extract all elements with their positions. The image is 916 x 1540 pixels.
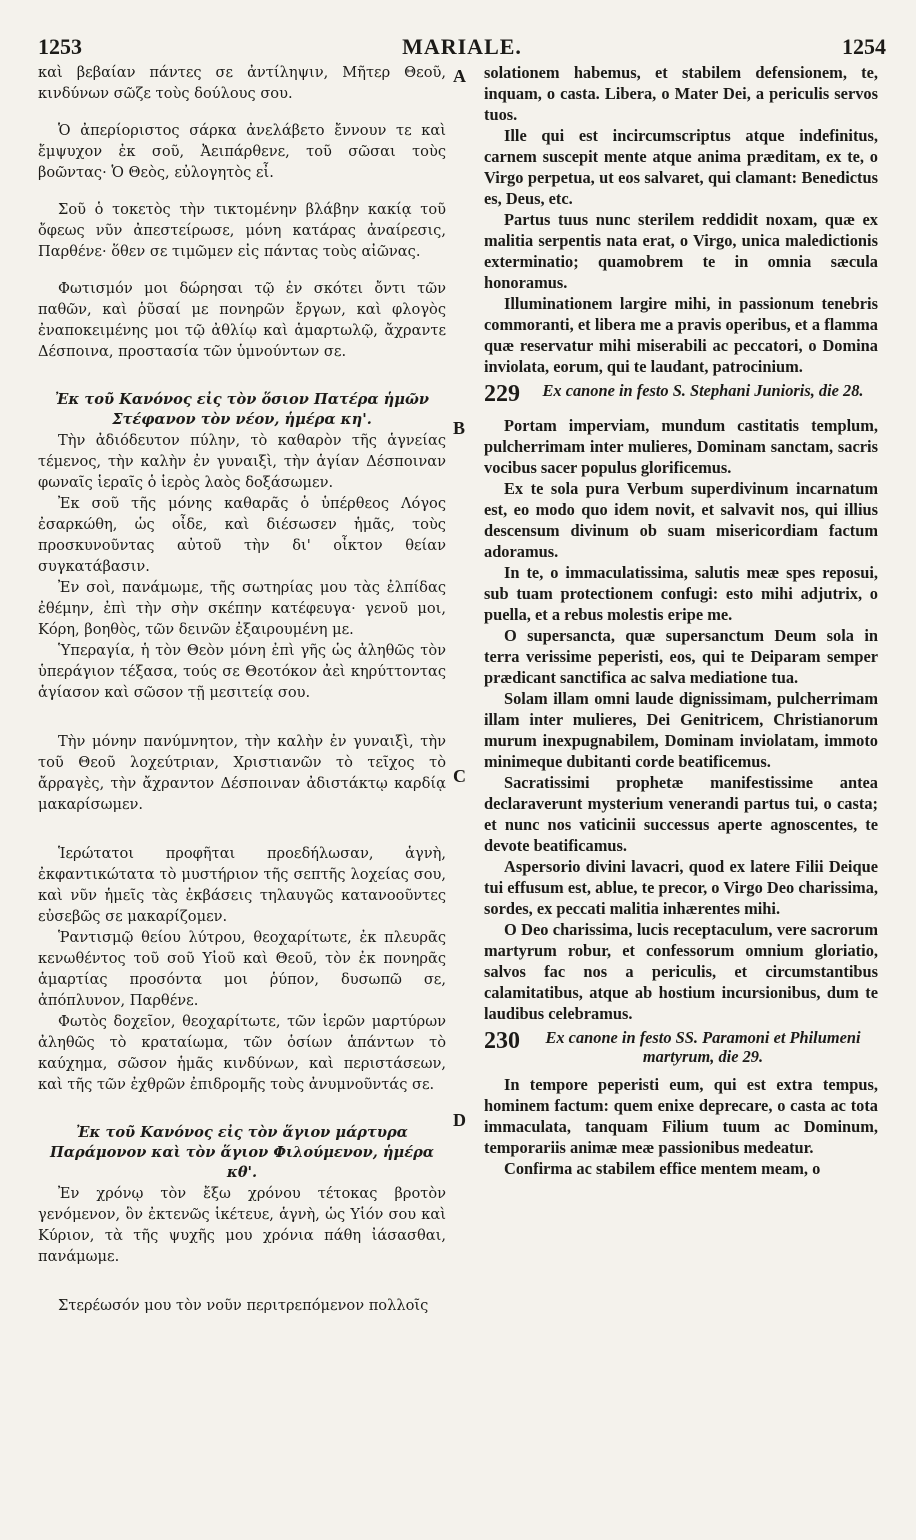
section-title: Ex canone in festo S. Stephani Junioris, die 28. — [542, 381, 864, 400]
latin-paragraph: Aspersorio divini lavacri, quod ex latere Filii Deique tui effusum est, ablue, te precor, o Virgo Deo charissima, sordes, ex peccati malitia inhærentes mihi. — [484, 857, 878, 918]
latin-paragraph: Solam illam omni laude dignissimam, pulcherrimam illam inter mulieres, Dei Genitricem, Christianorum murum inexpugnabilem, Dominam inviolatam, immoto minimeque dubitanti corde beatificemus. — [484, 689, 878, 771]
section-number: 229 — [484, 381, 520, 407]
section-title: Ex canone in festo SS. Paramoni et Philumeni martyrum, die 29. — [545, 1028, 861, 1066]
greek-paragraph: Φωτὸς δοχεῖον, θεοχαρίτωτε, τῶν ἱερῶν μαρτύρων ἀληθῶς τὸ κραταίωμα, τῶν ὁσίων ἁπάντων τὸ καύχημα, σῶσον ἡμᾶς κινδύνων, καὶ περιστάσεων, καὶ τῆς τῶν ἐχθρῶν ἐπιδρομῆς τοὺς ἀνυμνοῦντάς σε. — [38, 1013, 446, 1093]
latin-paragraph: Ille qui est incircumscriptus atque indefinitus, carnem suscepit mente atque anima præditam, ex te, o Virgo perpetua, ut eos salvaret, qui clamant: Benedictus es, Deus, etc. — [484, 126, 878, 208]
latin-paragraph: Ex te sola pura Verbum superdivinum incarnatum est, eo modo quo idem novit, et salvavit nos, qui illius descensum divinum ob suam misericordiam factum adoramus. — [484, 479, 878, 561]
margin-marker-d: D — [453, 1110, 466, 1130]
greek-paragraph: Ἐν σοὶ, πανάμωμε, τῆς σωτηρίας μου τὰς ἐλπίδας ἐθέμην, ἐπὶ τὴν σὴν σκέπην κατέφευγα· γενοῦ μοι, Κόρη, βοηθὸς, τῶν δεινῶν ἐξαιρουμένη με. — [38, 579, 446, 638]
margin-marker-a: A — [453, 66, 466, 86]
greek-paragraph: Ὑπεραγία, ἡ τὸν Θεὸν μόνη ἐπὶ γῆς ὡς ἀληθῶς τὸν ὑπεράγιον τέξασα, τούς σε Θεοτόκον ἀεὶ κηρύττοντας ἁγίασον καὶ σῶσον τῇ μεσιτείᾳ σου. — [38, 642, 446, 701]
latin-paragraph: Sacratissimi prophetæ manifestissime antea declaraverunt mysterium venerandi partus tui, o casta; et nunc nos vaticinii successus aperte agnoscentes, te devote beatificamus. — [484, 773, 878, 855]
greek-paragraph: Στερέωσόν μου τὸν νοῦν περιτρεπόμενον πολλοῖς — [58, 1297, 429, 1314]
page-number-right: 1254 — [842, 34, 886, 59]
latin-paragraph: Illuminationem largire mihi, in passionum tenebris commoranti, et libera me a pravis operibus, et a flamma quæ reservatur mihi miserabili ac peccatori, o Domina inviolata, eorum, qui te laudant, patrocinium. — [484, 294, 878, 376]
latin-paragraph: In tempore peperisti eum, qui est extra tempus, hominem factum: quem enixe deprecare, o casta ac tota immaculata, tanquam Filium tuum ac Dominum, temporariis animæ meæ passionibus medeatur. — [484, 1075, 878, 1157]
greek-paragraph: Σοῦ ὁ τοκετὸς τὴν τικτομένην βλάβην κακίᾳ τοῦ ὄφεως νῦν ἀπεστείρωσε, μόνη κατάρας ἀναίρεσις, Παρθένε· ὅθεν σε τιμῶμεν εἰς πάντας τοὺς αἰῶνας. — [38, 201, 446, 260]
greek-paragraph: Ῥαντισμῷ θείου λύτρου, θεοχαρίτωτε, ἐκ πλευρᾶς κενωθέντος τοῦ σοῦ Υἱοῦ καὶ Θεοῦ, τὸν ἐκ πονηρᾶς ἁμαρτίας προσόντα μοι ῥύπον, δυσωπῶ σε, ἀπόπλυνον, Παρθένε. — [38, 929, 446, 1009]
margin-marker-c: C — [453, 766, 466, 786]
greek-paragraph: Ἱερώτατοι προφῆται προεδήλωσαν, ἁγνὴ, ἐκφαντικώτατα τὸ μυστήριον τῆς σεπτῆς λοχείας σου, καὶ νῦν ἡμεῖς τὰς ἐκβάσεις τηλαυγῶς κατανοοῦντες εὐσεβῶς σε μακαρίζομεν. — [38, 845, 446, 925]
latin-paragraph: In te, o immaculatissima, salutis meæ spes reposui, sub tuam protectionem confugi: esto mihi adjutrix, o puella, et a rebus molestis eripe me. — [484, 563, 878, 624]
latin-section-heading — [484, 1028, 878, 1066]
section-number: 230 — [484, 1028, 520, 1054]
latin-paragraph: O supersancta, quæ supersanctum Deum sola in terra verissime peperisti, eos, qui te Deiparam semper prædicant sanctifica ac salva mediatione tua. — [484, 626, 878, 687]
margin-marker-b: B — [453, 418, 466, 438]
running-title: MARIALE. — [402, 34, 522, 59]
latin-paragraph: Portam imperviam, mundum castitatis templum, pulcherrimam inter mulieres, Dominam sanctam, sacris vocibus sacer populus glorificemus. — [484, 416, 878, 477]
page-header — [38, 34, 886, 60]
greek-section-heading: Ἐκ τοῦ Κανόνος εἰς τὸν ὅσιον Πατέρα ἡμῶν Στέφανον τὸν νέον, ἡμέρα κη'. — [55, 391, 429, 428]
latin-paragraph: Confirma ac stabilem effice mentem meam, o — [504, 1159, 821, 1178]
latin-section-heading — [484, 381, 878, 407]
greek-paragraph: Ἐκ σοῦ τῆς μόνης καθαρᾶς ὁ ὑπέρθεος Λόγος ἐσαρκώθη, ὡς οἶδε, καὶ διέσωσεν ἡμᾶς, τοὺς προσκυνοῦντας αὐτοῦ τὴν δι' οἶκτον θείαν συγκατάβασιν. — [38, 495, 446, 575]
greek-column — [38, 62, 446, 1316]
greek-paragraph: Τὴν ἀδιόδευτον πύλην, τὸ καθαρὸν τῆς ἁγνείας τέμενος, τὴν καλὴν ἐν γυναιξὶ, τὴν ἁγίαν Δέσποιναν φωναῖς ἱεραῖς ὁ ἱερὸς λαὸς δοξάσωμεν. — [38, 432, 446, 491]
latin-paragraph: Partus tuus nunc sterilem reddidit noxam, quæ ex malitia serpentis nata erat, o Virgo, unica maledictionis exterminatio; quamobrem te in omnia sæcula honoramus. — [484, 210, 878, 292]
greek-section-heading: Ἐκ τοῦ Κανόνος εἰς τὸν ἅγιον μάρτυρα Παράμονον καὶ τὸν ἅγιον Φιλούμενον, ἡμέρα κθ'. — [49, 1124, 435, 1181]
greek-paragraph: Φωτισμόν μοι δώρησαι τῷ ἐν σκότει ὄντι τῶν παθῶν, καὶ ῥῦσαί με πονηρῶν ἔργων, καὶ φλογὸς ἐναποκειμένης μοι τῷ ἀθλίῳ καὶ ἁμαρτωλῷ, ἄχραντε Δέσποινα, προστασία τῶν ὑμνούντων σε. — [38, 280, 446, 360]
greek-paragraph: Τὴν μόνην πανύμνητον, τὴν καλὴν ἐν γυναιξὶ, τὴν τοῦ Θεοῦ λοχεύτριαν, Χριστιανῶν τὸ τεῖχος τὸ ἄρραγὲς, τὴν ἄχραντον Δέσποιναν ἀδιστάκτῳ καρδίᾳ μακαρίσωμεν. — [38, 733, 446, 813]
latin-paragraph: solationem habemus, et stabilem defensionem, te, inquam, o casta. Libera, o Mater Dei, a periculis servos tuos. — [484, 63, 878, 124]
greek-paragraph: καὶ βεβαίαν πάντες σε ἀντίληψιν, Μῆτερ Θεοῦ, κινδύνων σῶζε τοὺς δούλους σου. — [38, 64, 446, 102]
greek-paragraph: Ὁ ἀπερίοριστος σάρκα ἀνελάβετο ἔννουν τε καὶ ἔμψυχον ἐκ σοῦ, Ἀειπάρθενε, τοῦ σῶσαι τοὺς βοῶντας· Ὁ Θεὸς, εὐλογητὸς εἶ. — [38, 122, 446, 181]
page-number-left: 1253 — [38, 34, 82, 59]
greek-paragraph: Ἐν χρόνῳ τὸν ἔξω χρόνου τέτοκας βροτὸν γενόμενον, ὃν ἐκτενῶς ἱκέτευε, ἁγνὴ, ὡς Υἱόν σου καὶ Κύριον, τὰ τῆς ψυχῆς μου χρόνια πάθη ἰάσασθαι, πανάμωμε. — [38, 1185, 446, 1265]
latin-column — [484, 62, 878, 1179]
latin-paragraph: O Deo charissima, lucis receptaculum, vere sacrorum martyrum robur, et confessorum omnium gloriatio, salvos fac nos a periculis, et circumstantibus calamitatibus, atque ab hostium incursionibus, dum te laudibus celebramus. — [484, 920, 878, 1023]
